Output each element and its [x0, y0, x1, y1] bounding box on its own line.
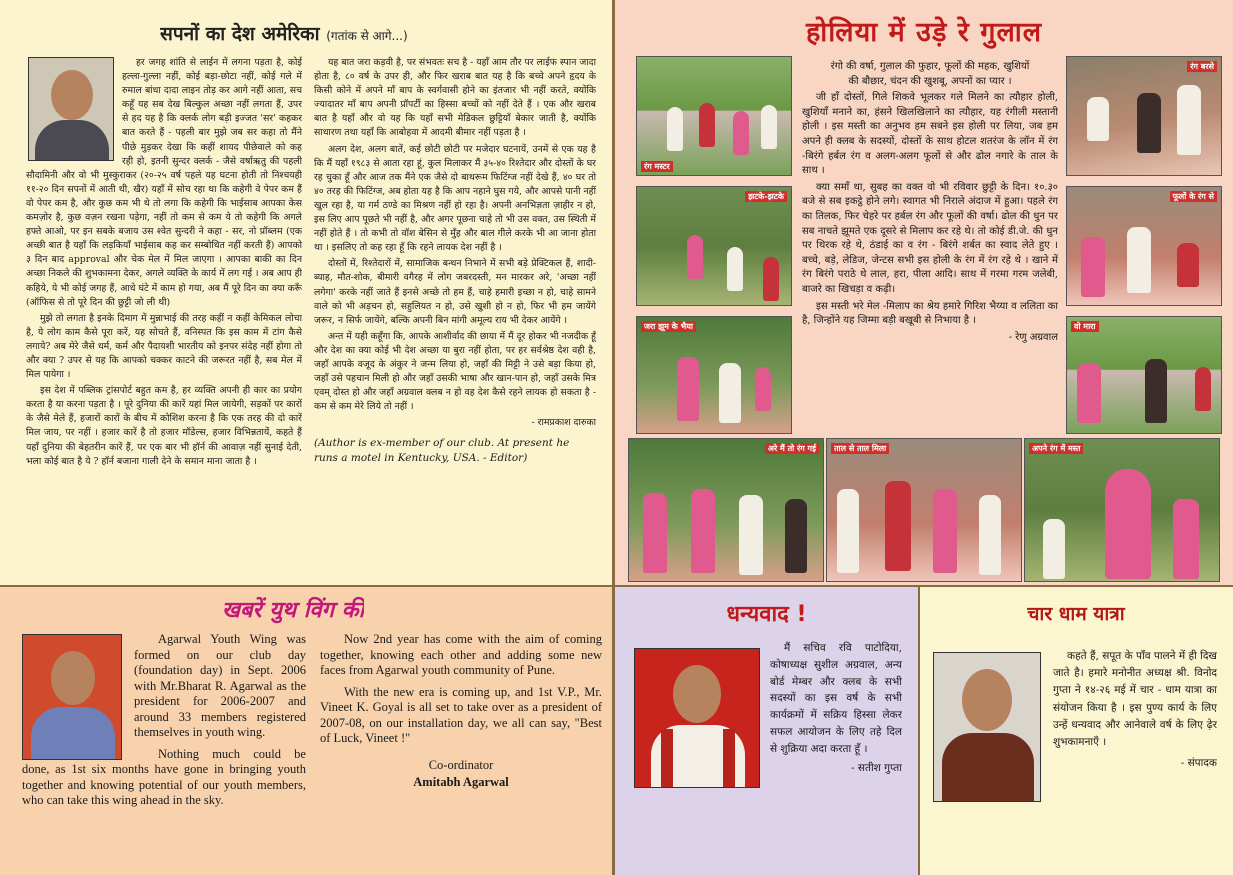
thanks-photo [634, 648, 760, 788]
article-america-title: सपनों का देश अमेरिका (गतांक से आगे...) [160, 23, 408, 45]
holi-photo [826, 438, 1022, 582]
paragraph: क्या समाँ था, सुबह का वक्त वो भी रविवार छुट्टी के दिन। १०.३० बजे से सब इकट्ठे होने लगे। स्वागत भी निराले अंदाज में हुआ। पहले रंग का तिलक, फिर चेहरे पर हर्बल रंग और फूलों की वर्षा। ढोल की धुन पर सब नाचते झूमते एक दूसरे से मिलाप कर रहे थे। तो कोई डी.जे. की धुन पर थिरक रहे थे, ठंडाई का व रंग - बिरंगे शर्बत का स्वाद लेते हुए । बच्चे, बड़े, लेडिज, जेन्टस सभी इस होली के रंग में रंग रहे थे । खाने में रंग बिरंगे पराठे थे लाल, हरा, पीला आदि। साथ में गरमा गरम जलेबी, बाजरे का खिचड़ा व कढ़ी। [802, 181, 1058, 295]
coordinator-name: Amitabh Agarwal [413, 774, 509, 789]
thanks-paragraph: मैं सचिव रवि पाटोदिया, कोषाध्यक्ष सुशील अग्रवाल, अन्य बोर्ड मेम्बर और क्लब के सभी सदस्यों का इस वर्ष के सभी कार्यक्रमों में सक्रिय हिस्सा लेकर सफल आयोजन के लिए तहे दिल से शुक्रिया अदा करता हूँ । [770, 642, 902, 755]
paragraph: With the new era is coming up, and 1st V.P., Mr. Vineet K. Goyal is all set to take over as a president of 2007-08, on our installation day, we all can say, "Best of Luck, Vineet !" [320, 684, 602, 745]
divider [918, 586, 920, 875]
coordinator-label: Co-ordinator [428, 757, 494, 772]
paragraph: इस मस्ती भरे मेल -मिलाप का श्रेय हमारे गिरिश भैय्या व ललिता का है, जिन्होंने यह जिम्मा बड़ी बखूबी से निभाया है । [802, 300, 1058, 327]
holi-photo [636, 316, 792, 434]
photo-caption: जरा झूम के भैया [641, 321, 696, 332]
paragraph: मुझे तो लगता है इनके दिमाग में मुन्नाभाई की तरह कहीं न कहीं केमिकल लोचा है, ये लोग काम कैसे पूरा करें, यह सोचते हैं, वनिस्पत कि इस काम में टांग कैसे लगाये? अब मेरे जैसे धर्म, कर्म और पैदायशी भारतीय को इनपर संदेह नहीं होगा तो और क्या ? उपर से यह कि आपको चक्कर काटने की जरूरत नहीं है, सब मेल में मिल पायेगा । [26, 312, 302, 381]
holi-signature: - रेणु अग्रवाल [1008, 331, 1058, 343]
paragraph: इस देश में पब्लिक ट्रांसपोर्ट बहुत कम है, हर व्यक्ति अपनी ही कार का प्रयोग करता है या करना पड़ता है । पूरे दुनिया की कारें यहां मिल जायेगी, सड़कों पर कारों के जैसे मेले हैं, हजारों कारों के बीच में कोशिश करना है कि एक तरह की दो कारें मिल जाय, पर नहीं । हजार कारें है तो हजार मॉडेल्स, हजार विभिन्नतायें, कहते हैं यहाँ दुनिया की बेहतरीन कारें हैं, पर एक बार भी हॉर्न की आवाज़ नहीं सुनाई देती, भला कोई बात है ये ? हॉर्न बजाना गाली देने के समान माना जाता है । [26, 385, 302, 467]
yatra-signature: - संपादक [1180, 757, 1217, 770]
yatra-text [1053, 648, 1217, 868]
yatra-section [919, 586, 1233, 875]
holi-photo [628, 438, 824, 582]
thanks-title: धन्यवाद ! [726, 602, 807, 627]
holi-article [614, 0, 1233, 586]
paragraph: दोस्तों में, रिश्तेदारों में, सामाजिक बन्धन निभाने में सभी बड़े प्रेक्टिकल हैं, शादी-ब्याह, मौत-शोक, बीमारी वगैरह में लोग जबरदस्ती, मन मारकर अरे, 'अच्छा नहीं लगेगा' करके नहीं जाते हैं इनसे अच्छे तो हम हैं, चाहे हमारी इच्छा न हो, चाहे सामने वाले को भी अड़चन हो, सहुलियत न हो, उसे खुशी हो न हो, फिर भी हम जायेंगे जरूर, न सिर्फ जायेंगे, बल्कि अपनी बिन मांगी अमूल्य राय भी देकर आयेंगे । [314, 258, 596, 326]
holi-title: होलिया में उड़े रे गुलाल [805, 17, 1043, 48]
youth-wing [0, 586, 614, 875]
photo-caption: फूलों के रंग से [1170, 191, 1217, 202]
article-america [0, 0, 614, 586]
youth-col2 [320, 632, 602, 872]
editor-note: (Author is ex-member of our club. At present he runs a motel in Kentucky, USA. - Editor) [314, 437, 570, 465]
holi-photo [1066, 186, 1222, 306]
holi-photo [1066, 316, 1222, 434]
holi-photo [636, 56, 792, 176]
yatra-title: चार धाम यात्रा [1027, 603, 1125, 625]
photo-caption: रंग मस्टर [641, 161, 673, 172]
photo-caption: वो मारा [1071, 321, 1099, 332]
holi-photo [636, 186, 792, 306]
youth-wing-title: खबरें युथ विंग की [222, 598, 365, 623]
photo-caption: अपने रंग में मस्त [1029, 443, 1083, 454]
paragraph: Agarwal Youth Wing was formed on our club day (foundation day) in Sept. 2006 with Mr.Bharat R. Agarwal as the president for 2006-2007 and around 33 members registered themselves in youth wing. [134, 632, 306, 739]
thanks-text [770, 640, 902, 872]
yatra-paragraph: कहते हैं, सपूत के पाँव पालने में ही दिख जाते है। हमारे मनोनीत अध्यक्ष श्री. विनोद गुप्ता ने १४-२६ मई में चार - धाम यात्रा का संयोजन किया है । इस पुण्य कार्य के लिए उन्हें धन्यवाद और आनेवाले वर्ष के लिए ढ़ेर शुभकामनाएँ । [1053, 650, 1217, 749]
holi-photo [1024, 438, 1220, 582]
article-america-subtitle: (गतांक से आगे...) [326, 29, 408, 43]
article-america-col2 [314, 56, 596, 580]
paragraph: अलग देश, अलग बातें, कई छोटी छोटी पर मजेदार घटनायें, उनमें से एक यह है कि मैं यहाँ १९८३ से आता रहा हूं, कुल मिलाकर मैं ३५-४० रिश्तेदार और दोस्तों के घर रह चुका हूँ और आज तक मैंने एक जैसे दो बाथरूम फिटिंग्ज नहीं देखे हैं, ४० घर तो ४० तरह की फिटिंग्ज, अब होता यह है कि आप नहाने घुस गये, और आपसे पानी नहीं खुल रहा है, या गर्म ठण्डे का मिश्रण नहीं हो रहा है। अपनी अनभिज्ञता ज़ाहीर न हो, इस लिए आप पूछते भी नहीं है, और अगर पूछना चाहे तो भी उस वक्त, उस स्थिती में नहीं होते हैं । तो कभी तो वॉश बेसिन से मुँह और बाल गीले करके भी आ जाना होता था । इसलिए तो कह रहा हूँ कि रहने लायक देश नहीं है । [314, 143, 596, 254]
paragraph: Now 2nd year has come with the aim of coming together, knowing each other and adding some new faces from Agarwal youth community of Pune. [320, 632, 602, 677]
article-america-col1 [26, 56, 302, 580]
paragraph: हर जगह शांति से लाईन में लगना पड़ता है, कोई हल्ला-गुल्ला नहीं, कोई बड़ा-छोटा नहीं, कोई गले में रुमाल बांधा दादा लाइन तोड़ कर आगे नहीं आता, सच कहूँ यह सब देख बिल्कुल अच्छा नहीं लगता हैं, उपर से हद यह है कि क्लर्क लोग बड़ी इज्जत 'सर' कहकर बात करते हैं - पहली बार मुझे जब सर कहा तो मैंने पीछे मुड़कर देखा कि कहीं शायद पीछेवाले को कह रही हो, इतनी सुन्दर क्लर्क - जैसे वर्षाऋतु की पहली सौदामिनी और वो भी मुस्कुराकर (२०-२५ वर्ष पहले यह घटना होती तो निश्चयही ११-२० दिन सपनों में आती थी, खैर) यहाँ में सोच रहा था कि कहेगी वे पेपर कम हैं वो पेपर कम है, और कुछ कम भी थे तो लगा कि कहेगी कि भाईसाब आपका केस कमज़ोर है, कुछ वज़न रखना पड़ेगा, नहीं तो कम से कम ये तो कहेगी कि अगले हफ्ते आओ, पर इन सबके बजाय उस श्वेत सुन्दरी ने कहा - सर, नो प्रॉब्लम (एक अच्छी बात है यहाँ कि लड़कियाँ भाईसाब कह कर सम्बोधित नहीं करती हैं) आपको ३ दिन बाद approval और चेक मेल में मिल जाएगा । आपका बाकी का दिन अच्छा निकले की शुभकामना देकर, अगले व्यक्ति के कार्य में लग गई । अब आप ही कहिये, ये भी कोई जगह हैं, आधे घंटे में काम हो गया, अब मैं पूरे दिन का क्या करूँ (ऑफिस से तो पूरे दिन की छुट्टी जो ली थी) [26, 57, 302, 308]
thanks-section [614, 586, 919, 875]
photo-caption: रंग बरसे [1187, 61, 1217, 72]
photo-caption: ताल से ताल मिला [831, 443, 889, 454]
holi-poem: रंगो की वर्षा, गुलाल की फुहार, फूलों की महक, खुशियों की बौछार, चंदन की खुशबू, अपनों का प्यार । [830, 61, 1030, 87]
coordinator-block [320, 757, 602, 791]
yatra-photo [933, 652, 1041, 802]
paragraph: Nothing much could be done, as 1st six months have gone in bringing youth together and knowing potential of our youth members, who can take this wing ahead in the sky. [22, 746, 306, 807]
divider [612, 0, 615, 875]
thanks-signature: - सतीश गुप्ता [850, 761, 902, 774]
photo-caption: झटके-झटके [745, 191, 787, 202]
paragraph: अन्त में यही कहूँगा कि, आपके आशीर्वाद की छाया में मैं दूर होकर भी नजदीक हूँ और देश का क्या कोई भी देश अच्छा या बुरा नहीं होता, पर हर सर्वश्रेष्ठ देश वही है, जहाँ आपके वजूद के अंकुर ने जन्म लिया हो, जहाँ की मिट्टी ने उसे बड़ा किया हो, जहाँ उसे पहचान मिली हो और जहाँ उसकी भाषा और खान-पान हो, जहाँ उसके मित्र एवम् दोस्त हो और जहाँ अग्रवाल क्लब न हो वह देश कैसे रहने लायक हो सकता है - कम से कम मेरे लिये तो नहीं । [314, 330, 596, 413]
youth-col1 [22, 632, 306, 872]
holi-photo [1066, 56, 1222, 176]
article-america-signature: - रामप्रकाश दारुका [531, 417, 596, 429]
holi-text [802, 60, 1058, 432]
divider [0, 585, 1233, 587]
paragraph: यह बात जरा कड़वी है, पर संभवतः सच है - यहाँ आम तौर पर लाईफ स्पान जादा होता है, ८० वर्ष के उपर ही, और फिर खराब बात यह है कि बच्चे अपने हृदय के किसी कोने में अपने माँ बाप के स्वर्गवासी होने का इंतजार भी नहीं करते, क्योंकि ज्यादातर माँ बाप अपनी प्रॉपर्टी का हिस्सा बच्चों को नहीं देते हैं । एक और खराब बात है यहाँ और वो यह कि यहाँ सभी मेडिकल छुट्टियाँ बेकार जाती है, क्योंकि साधारण तथा यहाँ कि आबोहवा में आदमी बीमार नहीं पड़ता है । [314, 57, 596, 139]
photo-caption: अरे मैं तो रंग गई [765, 443, 819, 454]
paragraph: जी हाँ दोस्तों, गिले शिकवे भूलकर गले मिलने का त्यौहार होली, खुशियाँ मनाने का, हंसने खिलखिलाने का त्यौहार, यह रंगीली मस्तानी होली । इस मस्ती का अनुभव हम सबने इस होली पर लिया, जब हम अपने ही क्लब के सदस्यों, दोस्तों के साथ होटल शतरंज के लॉन में रंग -बिरंगे हर्बल रंग व अलग-अलग फूलों से और ढोल नगारे के ताल के साथ । [802, 92, 1058, 177]
